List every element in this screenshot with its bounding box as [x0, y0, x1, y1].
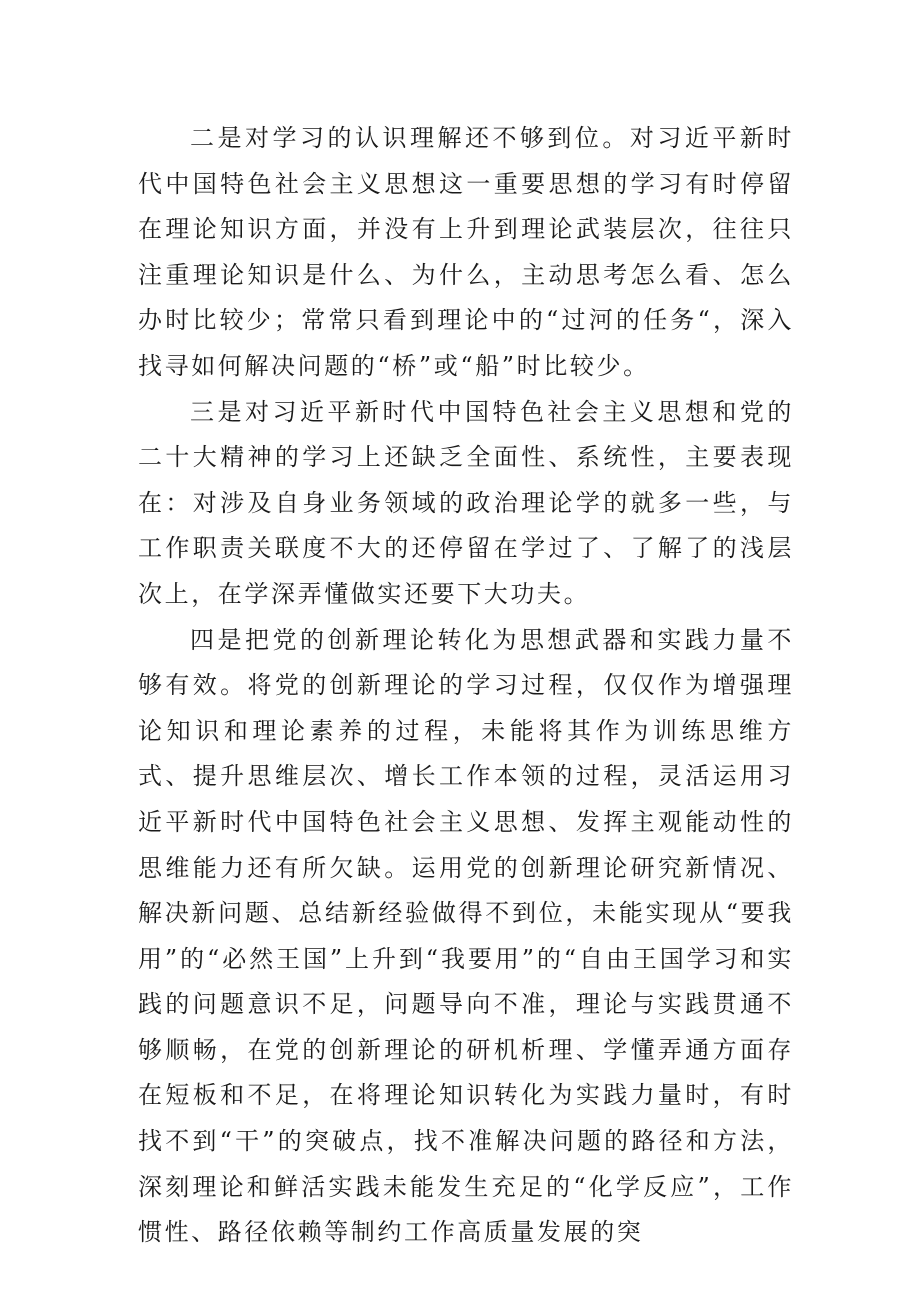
paragraph-point-two: 二是对学习的认识理解还不够到位。对习近平新时代中国特色社会主义思想这一重要思想的学习有时停留在理论知识方面，并没有上升到理论武装层次，往往只注重理论知识是什么、为什么，主动思考怎么看、怎么办时比较少；常常只看到理论中的“过河的任务“，深入找寻如何解决问题的“桥”或“船”时比较少。 — [138, 124, 794, 380]
paragraph-point-three: 三是对习近平新时代中国特色社会主义思想和党的二十大精神的学习上还缺乏全面性、系统性，主要表现在：对涉及自身业务领域的政治理论学的就多一些，与工作职责关联度不大的还停留在学过了、了解了的浅层次上，在学深弄懂做实还要下大功夫。 — [138, 397, 794, 608]
paragraph-point-four: 四是把党的创新理论转化为思想武器和实践力量不够有效。将党的创新理论的学习过程，仅仅作为增强理论知识和理论素养的过程，未能将其作为训练思维方式、提升思维层次、增长工作本领的过程，灵活运用习近平新时代中国特色社会主义思想、发挥主观能动性的思维能力还有所欠缺。运用党的创新理论研究新情况、解决新问题、总结新经验做得不到位，未能实现从“要我用”的“必然王国”上升到“我要用”的“自由王国学习和实践的问题意识不足，问题导向不准，理论与实践贯通不够顺畅，在党的创新理论的研机析理、学懂弄通方面存在短板和不足，在将理论知识转化为实践力量时，有时找不到“干”的突破点，找不准解决问题的路径和方法，深刻理论和鲜活实践未能发生充足的“化学反应”，工作惯性、路径依赖等制约工作高质量发展的突 — [138, 625, 794, 1247]
document-body — [138, 116, 794, 1256]
